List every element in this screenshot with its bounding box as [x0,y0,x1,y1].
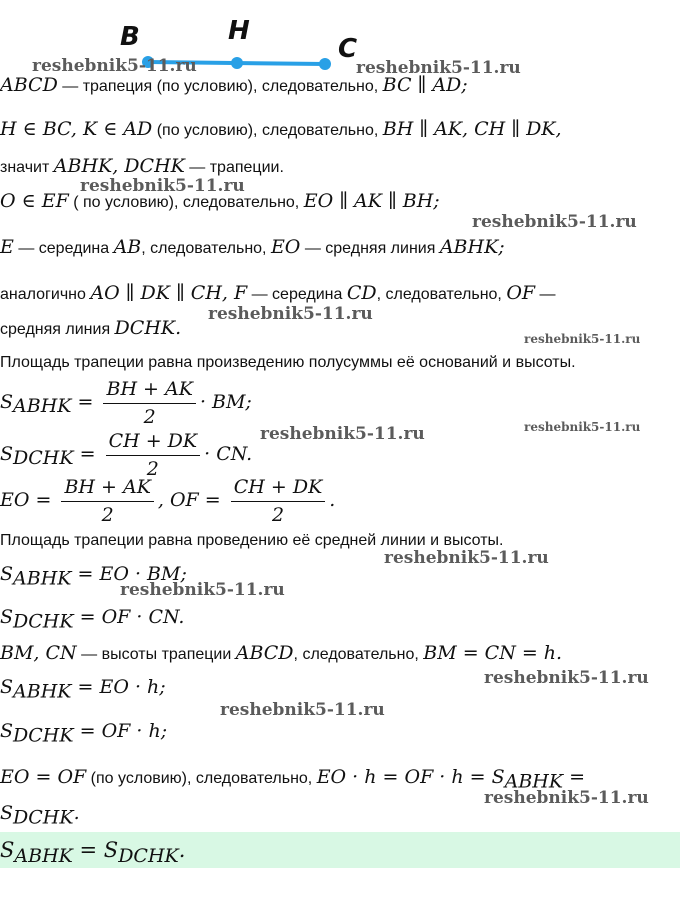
fraction: $\frac{CH + DK}{2}$ [231,476,326,527]
watermark: reshebnik5-11.ru [524,332,641,346]
watermark: reshebnik5-11.ru [80,176,245,196]
solution-line-4: O ∈ EF ( по условию), следовательно, EO ∥ AK ∥ BH; [0,190,440,212]
formula-eo-of: EO = $\frac{BH + AK}{2}$ , OF = $\frac{CH + DK}{2}$ . [0,476,336,526]
watermark: reshebnik5-11.ru [484,668,649,688]
watermark: reshebnik5-11.ru [220,700,385,720]
solution-line-6: аналогично AO ∥ DK ∥ CH, F — середина CD, следовательно, OF — [0,282,556,304]
fraction: $\frac{CH + DK}{2}$ [106,430,201,481]
fraction: $\frac{BH + AK}{2}$ [61,476,153,527]
watermark: reshebnik5-11.ru [356,58,521,78]
answer-line: $S_{ABHK} = S_{DCHK}$. [0,838,186,867]
fraction: $\frac{BH + AK}{2}$ [103,378,195,429]
point-h [231,57,243,69]
solution-line-8: Площадь трапеции равна произведению полусуммы её оснований и высоты. [0,354,576,371]
formula-s-dchk-3: $S_{DCHK}$ = OF · h; [0,720,168,747]
solution-line-9: Площадь трапеции равна проведению её средней линии и высоты. [0,532,504,549]
formula-s-abhk-3: $S_{ABHK}$ = EO · h; [0,676,166,703]
formula-s-dchk-1: $S_{DCHK}$ = $\frac{CH + DK}{2}$ · CN. [0,430,253,480]
solution-line-2: H ∈ BC, K ∈ AD (по условию), следовательно, BH ∥ AK, CH ∥ DK, [0,118,562,140]
label-b: B [120,22,140,52]
solution-line-3: значит ABHK, DCHK — трапеции. [0,155,284,177]
solution-line-11: EO = OF (по условию), следовательно, EO · h = OF · $h = S_{ABHK}$ = [0,766,586,793]
point-c [319,58,331,70]
watermark: reshebnik5-11.ru [384,548,549,568]
watermark: reshebnik5-11.ru [208,304,373,324]
formula-s-dchk-2: $S_{DCHK}$ = OF · CN. [0,606,185,633]
watermark: reshebnik5-11.ru [260,424,425,444]
formula-s-abhk-2: $S_{ABHK}$ = EO · BM; [0,563,187,590]
solution-line-10: BM, CN — высоты трапеции ABCD, следовательно, BM = CN = h. [0,642,563,664]
watermark: reshebnik5-11.ru [524,420,641,434]
solution-line-12: $S_{DCHK}$. [0,802,80,829]
solution-line-7: средняя линия DCHK. [0,317,182,339]
solution-line-1: ABCD — трапеция (по условию), следовательно, BC ∥ AD; [0,74,468,96]
formula-s-abhk-1: $S_{ABHK}$ = $\frac{BH + AK}{2}$ · BM; [0,378,252,428]
solution-line-5: E — середина AB, следовательно, EO — средняя линия ABHK; [0,236,505,258]
watermark: reshebnik5-11.ru [120,580,285,600]
watermark: reshebnik5-11.ru [472,212,637,232]
label-h: H [228,16,250,46]
watermark: reshebnik5-11.ru [32,56,197,76]
label-c: C [338,34,358,64]
watermark: reshebnik5-11.ru [484,788,649,808]
